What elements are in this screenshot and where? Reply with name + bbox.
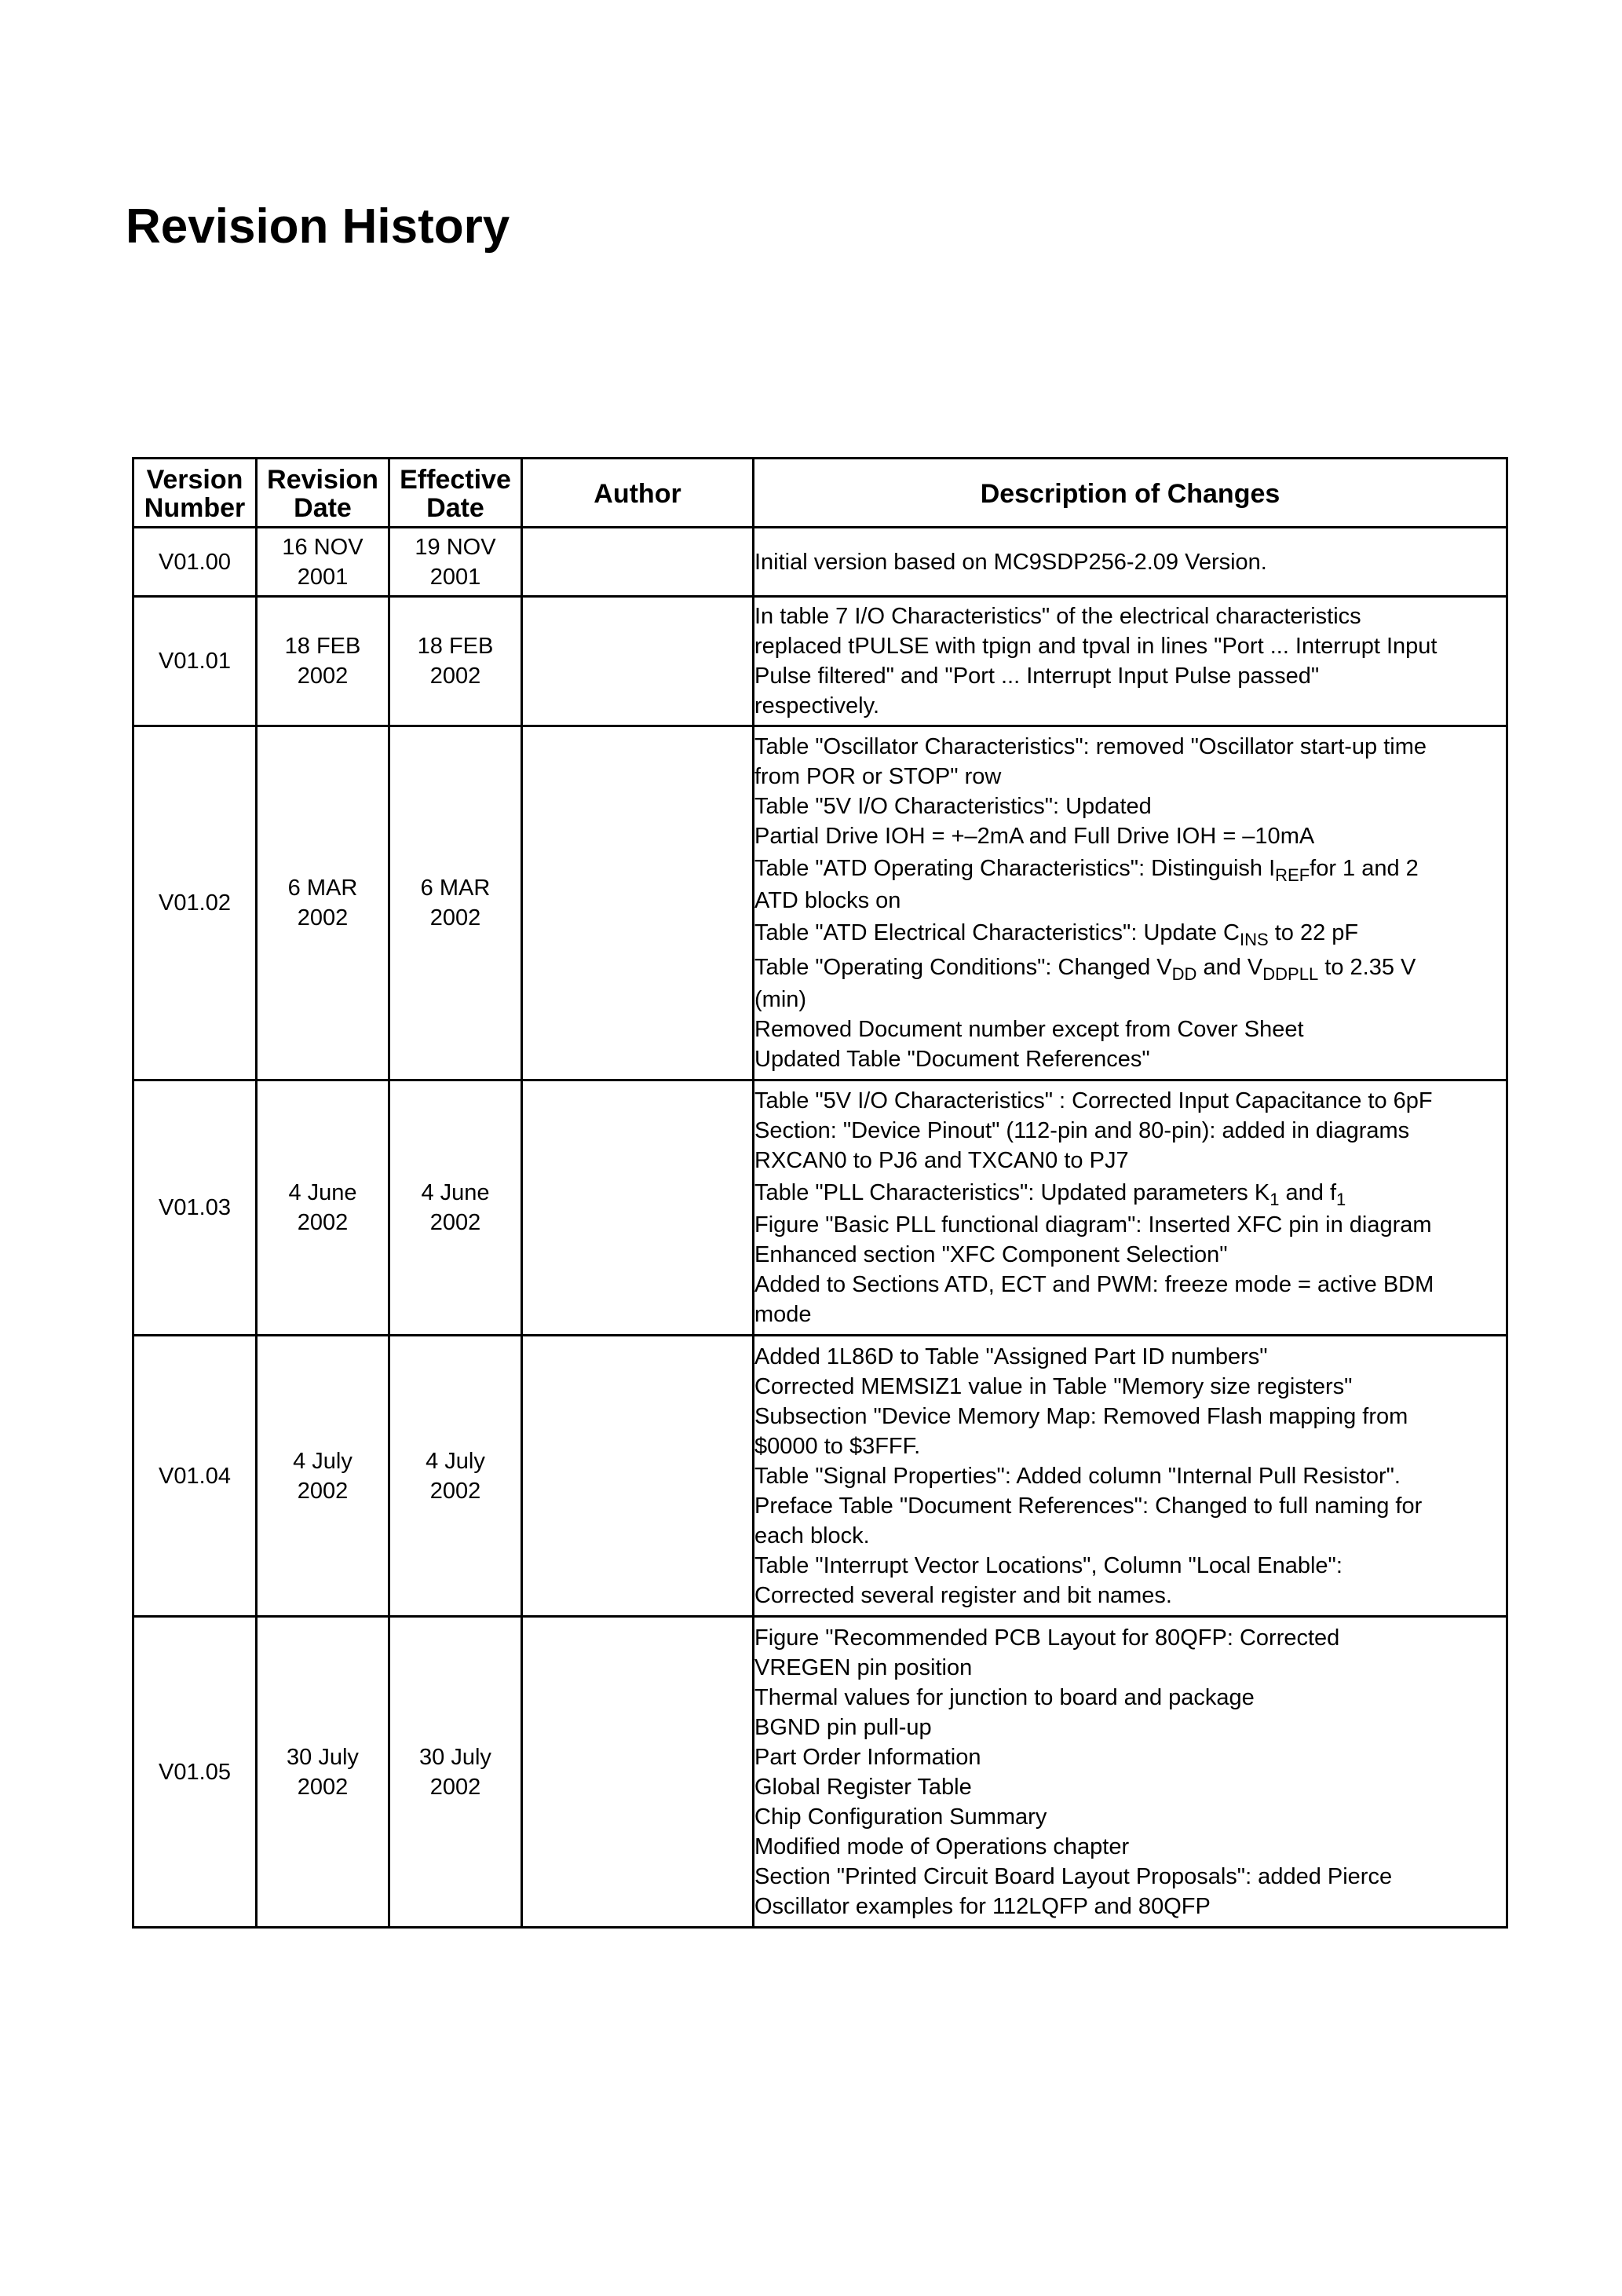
header-row (133, 459, 1507, 528)
description-cell: Table "5V I/O Characteristics" : Corrected Input Capacitance to 6pF Section: "Device Pinout" (112-pin and 80-pin): added in diagrams RXCAN0 to PJ6 and TXCAN0 to PJ7 Table "PLL Characteristics": Updated parameters $K_1$ and $f_1$ Figure "Basic PLL functional diagram": Inserted XFC pin in diagram Enhanced section "XFC Component Selection" Added to Sections ATD, ECT and PWM: freeze mode = active BDM mode (754, 1080, 1507, 1336)
effective-date-cell: 4 June 2002 (389, 1080, 522, 1336)
effective-date-cell: 18 FEB 2002 (389, 597, 522, 726)
header-description: Description of Changes (754, 459, 1507, 528)
author-cell (522, 1336, 754, 1617)
table-row (133, 726, 1507, 1080)
header-version-number: Version Number (133, 459, 257, 528)
description-cell: Figure "Recommended PCB Layout for 80QFP: Corrected VREGEN pin position Thermal values for junction to board and package BGND pin pull-up Part Order Information Global Register Table Chip Configuration Summary Modified mode of Operations chapter Section "Printed Circuit Board Layout Proposals": added Pierce Oscillator examples for 112LQFP and 80QFP (754, 1617, 1507, 1928)
table-row (133, 528, 1507, 597)
description-cell: In table 7 I/O Characteristics" of the electrical characteristics replaced tPULSE with tpign and tpval in lines "Port ... Interrupt Input Pulse filtered" and "Port ... Interrupt Input Pulse passed" respectively. (754, 597, 1507, 726)
author-cell (522, 597, 754, 726)
author-cell (522, 726, 754, 1080)
table-row (133, 597, 1507, 726)
description-cell: Added 1L86D to Table "Assigned Part ID numbers" Corrected MEMSIZ1 value in Table "Memory size registers" Subsection "Device Memory Map: Removed Flash mapping from $0000 to $3FFF. Table "Signal Properties": Added column "Internal Pull Resistor". Preface Table "Document References": Changed to full naming for each block. Table "Interrupt Vector Locations", Column "Local Enable": Corrected several register and bit names. (754, 1336, 1507, 1617)
version-cell: V01.00 (133, 528, 257, 597)
revision-date-cell: 4 July 2002 (257, 1336, 389, 1617)
description-cell: Table "Oscillator Characteristics": removed "Oscillator start-up time from POR or STOP" row Table "5V I/O Characteristics": Updated Partial Drive IOH = +–2mA and Full Drive IOH = –10mA Table "ATD Operating Characteristics": Distinguish $I_{REF}for$ 1 and 2 ATD blocks on Table "ATD Electrical Characteristics": Update $C_{INS}$ to 22 pF Table "Operating Conditions": Changed $V_{DD}$ and $V_{DDPLL}$ to 2.35 V (min) Removed Document number except from Cover Sheet Updated Table "Document References" (754, 726, 1507, 1080)
author-cell (522, 1080, 754, 1336)
author-cell (522, 528, 754, 597)
version-cell: V01.04 (133, 1336, 257, 1617)
table-row (133, 1617, 1507, 1928)
revision-date-cell: 30 July 2002 (257, 1617, 389, 1928)
effective-date-cell: 4 July 2002 (389, 1336, 522, 1617)
effective-date-cell: 30 July 2002 (389, 1617, 522, 1928)
header-effective-date: Effective Date (389, 459, 522, 528)
table-row (133, 1336, 1507, 1617)
revision-date-cell: 18 FEB 2002 (257, 597, 389, 726)
description-cell: Initial version based on MC9SDP256-2.09 Version. (754, 528, 1507, 597)
author-cell (522, 1617, 754, 1928)
version-cell: V01.02 (133, 726, 257, 1080)
effective-date-cell: 6 MAR 2002 (389, 726, 522, 1080)
version-cell: V01.01 (133, 597, 257, 726)
revision-date-cell: 4 June 2002 (257, 1080, 389, 1336)
header-revision-date: Revision Date (257, 459, 389, 528)
revision-history-table (132, 457, 1508, 1929)
page-title: Revision History (126, 199, 510, 254)
effective-date-cell: 19 NOV 2001 (389, 528, 522, 597)
header-author: Author (522, 459, 754, 528)
revision-date-cell: 6 MAR 2002 (257, 726, 389, 1080)
table-row (133, 1080, 1507, 1336)
version-cell: V01.05 (133, 1617, 257, 1928)
revision-date-cell: 16 NOV 2001 (257, 528, 389, 597)
version-cell: V01.03 (133, 1080, 257, 1336)
